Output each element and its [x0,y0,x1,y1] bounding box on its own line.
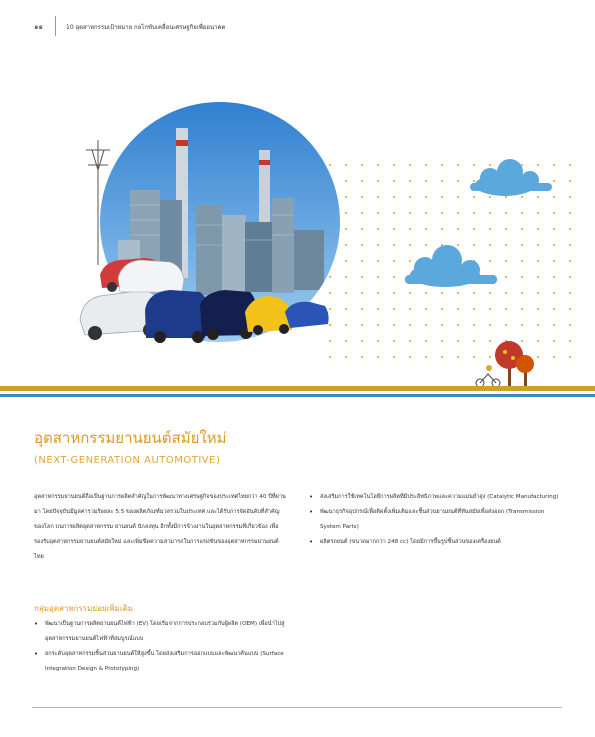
dot [569,308,571,310]
dot [537,260,539,262]
dot [393,356,395,358]
dot [409,212,411,214]
dot [489,292,491,294]
dot [521,244,523,246]
dot [457,292,459,294]
dot [521,308,523,310]
dot [569,324,571,326]
dot [489,324,491,326]
dot [521,324,523,326]
dot [345,324,347,326]
dot [553,212,555,214]
dot [473,340,475,342]
dot [489,260,491,262]
dot [441,340,443,342]
dot [409,260,411,262]
dot [377,228,379,230]
dot [441,228,443,230]
dot [489,196,491,198]
dot [393,180,395,182]
dot [569,356,571,358]
cyclist-icon [476,365,500,387]
dot [393,308,395,310]
intro-column [34,490,286,565]
dot [521,196,523,198]
dot [505,196,507,198]
dot [377,244,379,246]
dot [409,324,411,326]
dot [553,340,555,342]
dot [489,356,491,358]
dot [377,356,379,358]
dot [553,228,555,230]
dot [505,244,507,246]
dot [441,292,443,294]
dot [553,180,555,182]
dot [569,244,571,246]
dot [329,276,331,278]
dot [409,292,411,294]
dot [457,196,459,198]
dot [457,324,459,326]
dot [505,260,507,262]
dot [329,356,331,358]
dot [473,356,475,358]
dot [409,340,411,342]
dot [537,196,539,198]
dot [361,308,363,310]
dot [537,356,539,358]
dot [521,212,523,214]
dot [345,212,347,214]
dot [409,244,411,246]
dot [425,340,427,342]
dot [537,276,539,278]
dot [457,308,459,310]
dot [553,276,555,278]
dot [569,212,571,214]
dot [393,340,395,342]
dot [553,260,555,262]
dot [553,356,555,358]
dot [393,164,395,166]
dot [505,324,507,326]
dot [409,356,411,358]
dot [569,292,571,294]
dot [345,228,347,230]
dot [393,276,395,278]
tree-icon [516,355,534,386]
intro-paragraph: อุตสาหกรรมยานยนต์ถือเป็นฐานการผลิตสำคัญในการพัฒนาทางเศรษฐกิจของประเทศไทยกว่า 40 ปีที่ผ่านมา โดยปัจจุบันมีมูลค่ารวมร้อยละ 5.5 ของผลิตภัณฑ์มวลรวมในประเทศ และได้รับการจัดอันดับที่สำคัญของโลก บนการผลิตอุตสาหกรรม ยานยนต์ นักลงทุน อีกทั้งมีการจ้างงานในอุตสาหกรรมที่เกี่ยวข้อง เพื่อรองรับอุตสาหกรรมยานยนต์สมัยใหม่ และเพิ่มขีดความสามารถในการแข่งขันของอุตสาหกรรมยานยนต์ไทย [34,494,286,560]
dot [553,164,555,166]
dot [553,292,555,294]
dot [457,340,459,342]
section-subtitle: (NEXT-GENERATION AUTOMOTIVE) [34,455,221,466]
dot [489,212,491,214]
dot [457,244,459,246]
dot [457,356,459,358]
dot [457,228,459,230]
dot [457,180,459,182]
cloud-icon [470,159,552,196]
dot [505,228,507,230]
dot [569,340,571,342]
dot [393,244,395,246]
dot [345,276,347,278]
dot [345,260,347,262]
dot [393,292,395,294]
dot [377,308,379,310]
dot [457,212,459,214]
dot [521,340,523,342]
dot [377,180,379,182]
dot [425,180,427,182]
dot [377,292,379,294]
dot [345,164,347,166]
dot [425,356,427,358]
dot [377,212,379,214]
dot [473,228,475,230]
dot [537,340,539,342]
footer-divider [32,707,562,708]
dot [377,260,379,262]
dot [473,244,475,246]
dot [345,292,347,294]
dot [505,212,507,214]
dot [537,244,539,246]
sub-heading: กลุ่มอุตสาหกรรมย่อยเพิ่มเติม [34,604,134,613]
dot [553,244,555,246]
dot [473,292,475,294]
dot [425,244,427,246]
section-title: อุตสาหกรรมยานยนต์สมัยใหม่ [34,429,227,447]
dot [425,212,427,214]
dot [473,180,475,182]
dot [441,212,443,214]
dot [553,196,555,198]
dot [521,276,523,278]
list-item: • ส่งเสริมการใช้เทคโนโลยีการผลิตที่มีประสิทธิภาพและความแม่นยำสูง (Catalytic Manufacturing) [309,490,564,505]
list-item: • ผลิตรถยนต์ (ขนาดมากกว่า 248 cc) โดยมีการขึ้นรูปชิ้นส่วนของเครื่องยนต์ [309,535,564,550]
page-number: ๑๑ [34,23,43,31]
dot [361,164,363,166]
dot [569,164,571,166]
dot [553,324,555,326]
dot [377,196,379,198]
dot [393,260,395,262]
dot [361,260,363,262]
dot [425,164,427,166]
dot [377,340,379,342]
dot [377,276,379,278]
divider-band-gold [0,386,595,391]
dot [425,196,427,198]
right-bullet-list [309,490,564,550]
dot [393,324,395,326]
sub-bullet-list [34,617,286,677]
dot [345,308,347,310]
dot [361,276,363,278]
dot [393,196,395,198]
dot [361,228,363,230]
dot [361,356,363,358]
dot [345,340,347,342]
list-item: • ยกระดับอุตสาหกรรมชิ้นส่วนยานยนต์ให้สูงขึ้น โดยส่งเสริมการออกแบบและพัฒนาต้นแบบ (Surface Integration Design & Prototyping) [34,647,286,677]
dot [425,292,427,294]
dot [569,276,571,278]
dot [329,292,331,294]
dot [361,340,363,342]
dot [345,356,347,358]
dot [345,244,347,246]
dot [441,196,443,198]
dot [553,308,555,310]
car-icon [285,302,329,328]
dot [521,260,523,262]
dot [489,308,491,310]
dot [409,180,411,182]
dot [521,292,523,294]
dot [425,324,427,326]
dot [473,324,475,326]
dot [489,164,491,166]
dot [537,308,539,310]
dot [361,324,363,326]
dot [569,228,571,230]
dot [409,196,411,198]
dot [361,180,363,182]
dot [425,228,427,230]
dot [329,340,331,342]
dot [345,180,347,182]
running-header: 10 อุตสาหกรรมเป้าหมาย กลไกขับเคลื่อนเศรษฐกิจเพื่ออนาคต [66,24,226,31]
dot [505,292,507,294]
dot [473,308,475,310]
dot [473,212,475,214]
dot [409,228,411,230]
dot [569,180,571,182]
dot [537,292,539,294]
dot [409,164,411,166]
dot [361,244,363,246]
dot [505,276,507,278]
dot [361,292,363,294]
dot [441,324,443,326]
dot [505,308,507,310]
dot [569,260,571,262]
dot [329,324,331,326]
dot [489,340,491,342]
dot [361,196,363,198]
dot [345,196,347,198]
dot [393,228,395,230]
dot [361,212,363,214]
dot [489,244,491,246]
dot [569,196,571,198]
dot [441,356,443,358]
dot [537,164,539,166]
dot [393,212,395,214]
divider-band-blue [0,394,595,397]
dot [473,164,475,166]
dot [329,164,331,166]
dot [537,212,539,214]
list-item: • พัฒนาเป็นฐานการผลิตยานยนต์ไฟฟ้า (EV) โดยเริ่มจากการประกอบร่วมกับผู้ผลิต (OEM) เพื่อนำไปสู่อุตสาหกรรมยานยนต์ไฟฟ้าที่สมบูรณ์แบบ [34,617,286,647]
dot [521,228,523,230]
dot [441,180,443,182]
dot [457,164,459,166]
dot [425,308,427,310]
dot [377,324,379,326]
dot [329,308,331,310]
dot [377,164,379,166]
car-icon [118,260,184,292]
cloud-icon [405,245,497,287]
dot [441,164,443,166]
dot [473,196,475,198]
dot [441,308,443,310]
dot [409,308,411,310]
list-item: • พัฒนาธุรกิจอุปกรณ์เพื่อติดตั้งเพิ่มเติมและชิ้นส่วนยานยนต์ที่ทันสมัยเพื่อส่งออก (Transmission System Parts) [309,505,564,535]
dot [537,324,539,326]
car-icon [145,290,210,343]
dot [489,228,491,230]
dot [537,228,539,230]
